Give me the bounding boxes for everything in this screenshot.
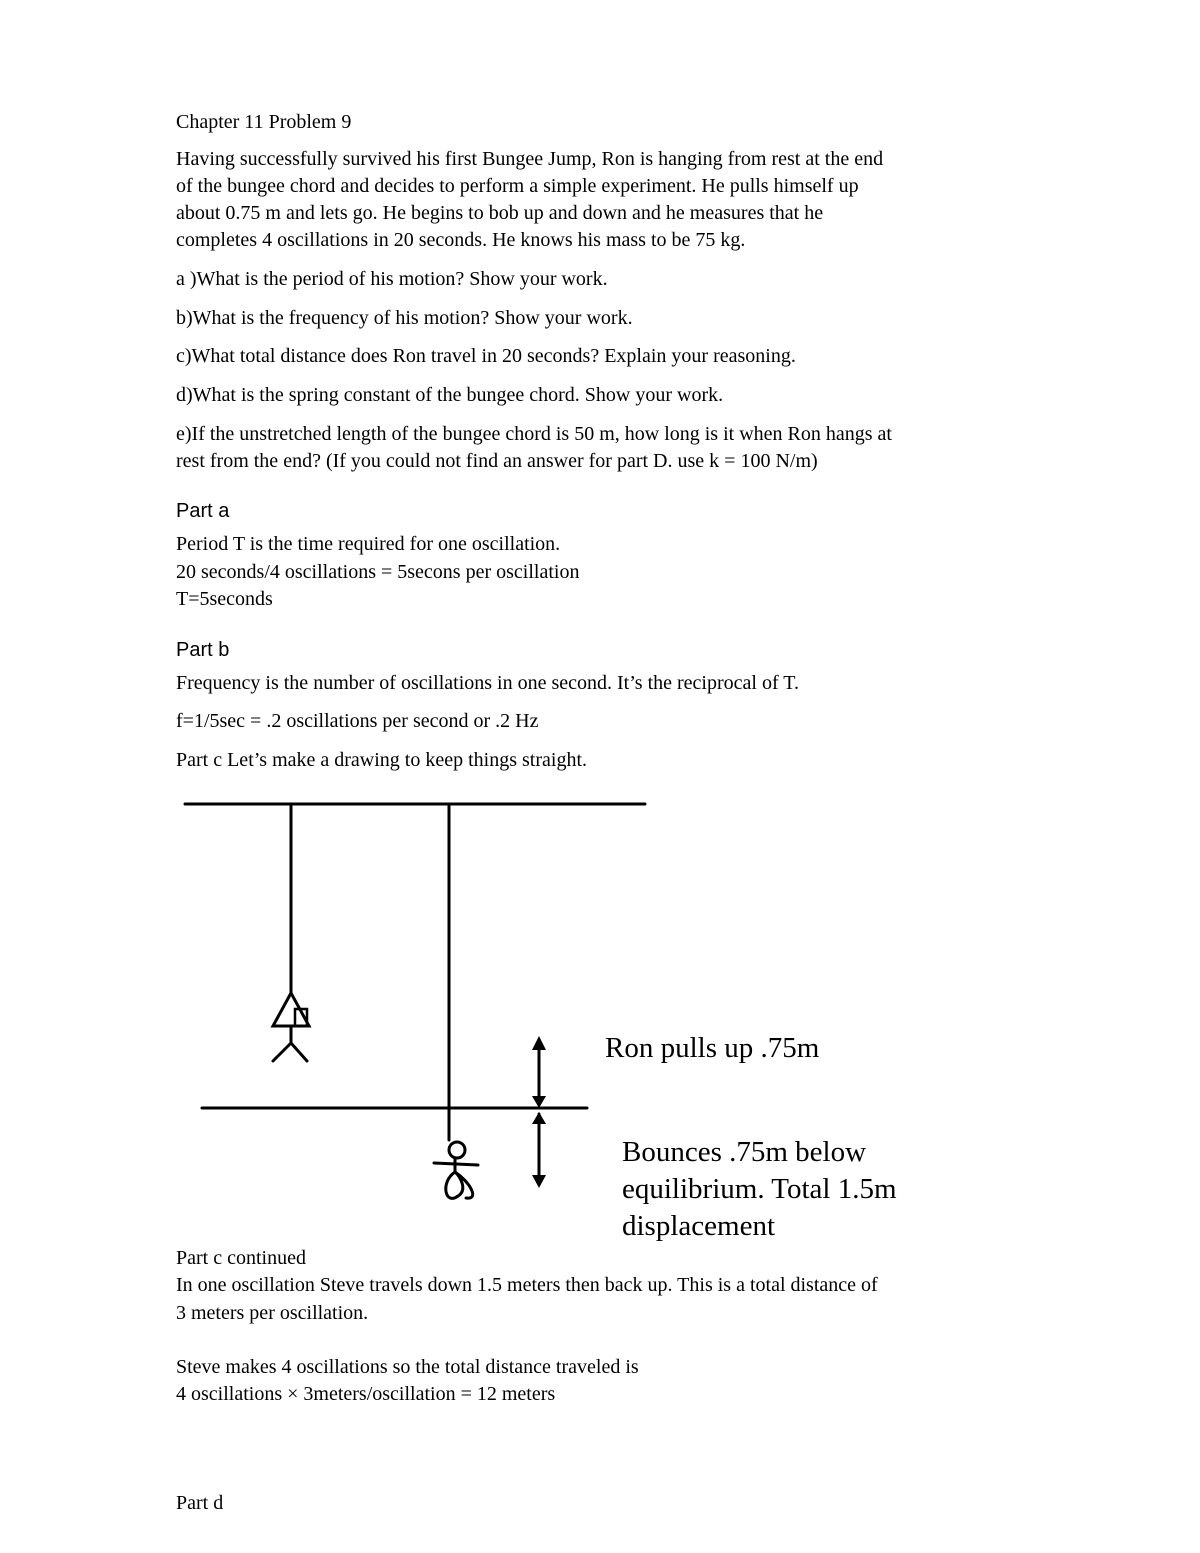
question-e-line: rest from the end? (If you could not find an answer for part D. use k = 100 N/m) [176,450,818,472]
part-c-intro: Part c Let’s make a drawing to keep things straight. [176,749,588,771]
label-bounces-line: equilibrium. Total 1.5m [622,1173,897,1205]
problem-intro-line: completes 4 oscillations in 20 seconds. He knows his mass to be 75 kg. [176,229,746,251]
stick-figure-down [434,1142,478,1198]
part-a-line: T=5seconds [176,588,273,610]
part-b-line: Frequency is the number of oscillations in one second. It’s the reciprocal of T. [176,672,799,694]
label-pulls-up: Ron pulls up .75m [605,1032,820,1064]
question-b: b)What is the frequency of his motion? Show your work. [176,307,633,329]
page-title: Chapter 11 Problem 9 [176,111,352,133]
part-c-cont-line: Part c continued [176,1247,306,1269]
problem-intro-line: about 0.75 m and lets go. He begins to bob up and down and he measures that he [176,202,824,224]
part-c-cont-line: 4 oscillations × 3meters/oscillation = 12 meters [176,1383,556,1405]
question-c: c)What total distance does Ron travel in 20 seconds? Explain your reasoning. [176,345,796,367]
part-b-line: f=1/5sec = .2 oscillations per second or .2 Hz [176,710,539,732]
part-b-heading: Part b [176,639,230,661]
label-bounces-line: Bounces .75m below [622,1136,867,1168]
part-c-cont-line: 3 meters per oscillation. [176,1302,369,1324]
part-a-line: Period T is the time required for one oscillation. [176,533,561,555]
part-c-cont-line: In one oscillation Steve travels down 1.5 meters then back up. This is a total distance of [176,1274,878,1296]
question-a: a )What is the period of his motion? Show your work. [176,268,608,290]
part-a-line: 20 seconds/4 oscillations = 5secons per oscillation [176,561,580,583]
part-c-cont-line: Steve makes 4 oscillations so the total distance traveled is [176,1356,639,1378]
problem-intro-line: of the bungee chord and decides to perform a simple experiment. He pulls himself up [176,175,859,197]
label-bounces-line: displacement [622,1210,776,1242]
question-d: d)What is the spring constant of the bungee chord. Show your work. [176,384,724,406]
problem-intro-line: Having successfully survived his first Bungee Jump, Ron is hanging from rest at the end [176,148,884,170]
stick-figure-up [273,993,309,1061]
question-e-line: e)If the unstretched length of the bungee chord is 50 m, how long is it when Ron hangs at [176,423,892,445]
part-d-heading: Part d [176,1492,224,1514]
part-a-heading: Part a [176,500,230,522]
